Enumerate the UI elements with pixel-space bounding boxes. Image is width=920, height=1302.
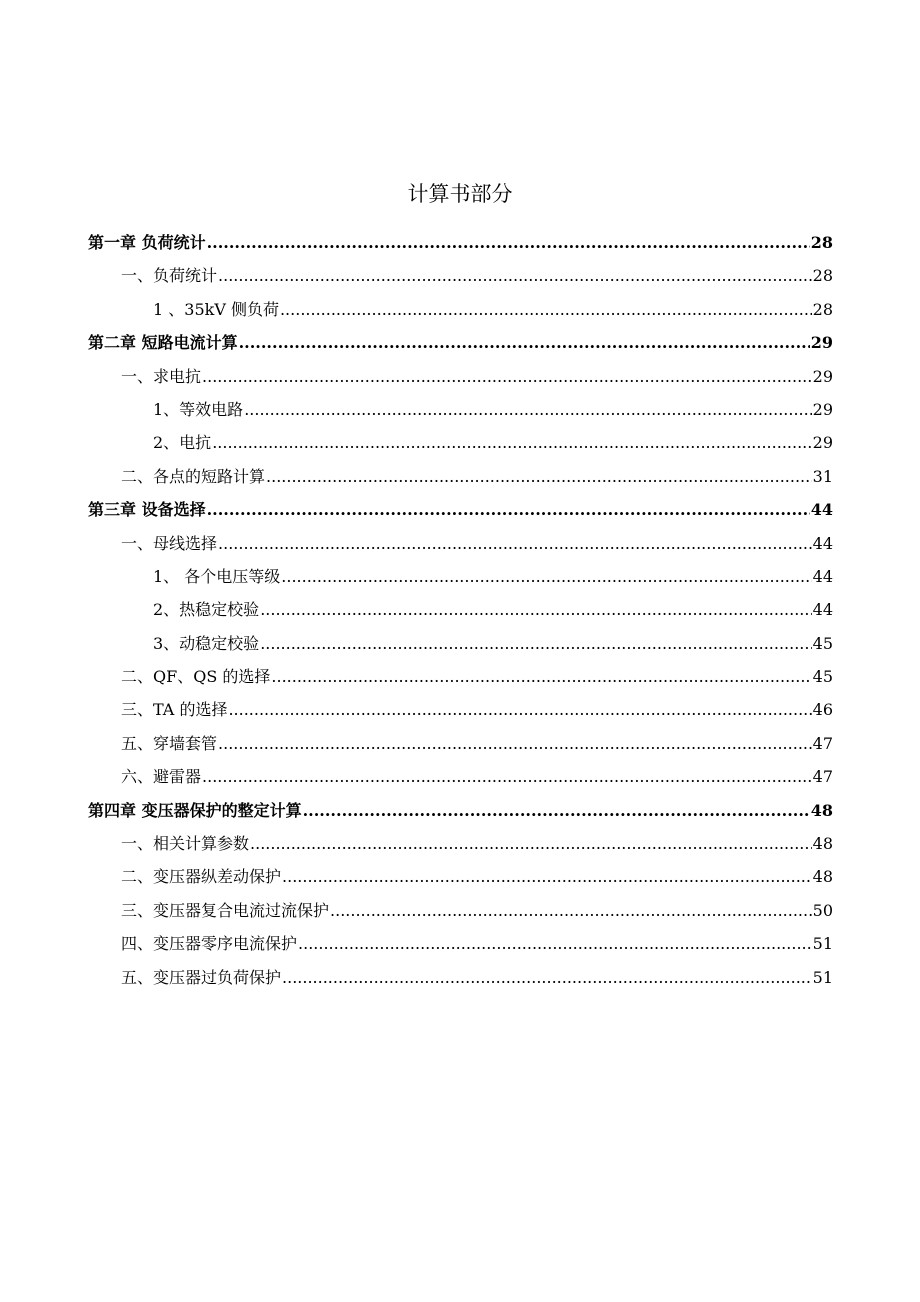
toc-dot-leader xyxy=(207,226,810,259)
toc-page-number: 28 xyxy=(810,233,833,252)
toc-entry-label: 一、相关计算参数 xyxy=(121,834,250,854)
toc-entry-label: 四、变压器零序电流保护 xyxy=(121,934,298,954)
toc-page-number: 50 xyxy=(812,900,833,920)
toc-page-number: 46 xyxy=(812,700,833,720)
toc-page-number: 47 xyxy=(812,767,833,787)
toc-page-number: 28 xyxy=(812,266,833,286)
toc-entry-label: 一、母线选择 xyxy=(121,533,218,553)
toc-section-entry[interactable] xyxy=(121,527,833,560)
toc-page-number: 28 xyxy=(812,299,833,319)
toc-page-number: 44 xyxy=(812,566,833,586)
toc-chapter-entry[interactable] xyxy=(88,226,833,259)
toc-dot-leader xyxy=(218,727,812,760)
toc-dot-leader xyxy=(260,593,811,626)
toc-page-number: 51 xyxy=(812,967,833,987)
toc-entry-label: 三、变压器复合电流过流保护 xyxy=(121,900,330,920)
toc-subsection-entry[interactable] xyxy=(153,293,833,326)
toc-page-number: 44 xyxy=(810,500,833,520)
toc-chapter-entry[interactable] xyxy=(88,493,833,526)
toc-entry-label: 六、避雷器 xyxy=(121,767,202,787)
toc-section-entry[interactable] xyxy=(121,259,833,292)
toc-dot-leader xyxy=(282,860,812,893)
toc-entry-label: 第一章 负荷统计 xyxy=(88,233,206,252)
toc-dot-leader xyxy=(282,961,812,994)
toc-dot-leader xyxy=(202,360,812,393)
toc-entry-label: 第三章 设备选择 xyxy=(88,500,206,520)
toc-page-number: 29 xyxy=(812,366,833,386)
toc-subsection-entry[interactable] xyxy=(153,393,833,426)
toc-dot-leader xyxy=(228,693,811,726)
toc-section-entry[interactable] xyxy=(121,860,833,893)
toc-dot-leader xyxy=(244,393,811,426)
toc-page-number: 29 xyxy=(810,333,833,353)
toc-section-entry[interactable] xyxy=(121,727,833,760)
toc-section-entry[interactable] xyxy=(121,894,833,927)
toc-entry-label: 五、变压器过负荷保护 xyxy=(121,967,282,987)
toc-page-number: 47 xyxy=(812,733,833,753)
toc-entry-label: 2、电抗 xyxy=(153,433,212,453)
toc-section-entry[interactable] xyxy=(121,760,833,793)
toc-entry-label: 1、等效电路 xyxy=(153,399,244,419)
toc-entry-label: 二、各点的短路计算 xyxy=(121,466,266,486)
toc-dot-leader xyxy=(271,660,811,693)
toc-dot-leader xyxy=(207,493,810,526)
toc-page-number: 29 xyxy=(812,433,833,453)
toc-dot-leader xyxy=(218,259,812,292)
toc-section-entry[interactable] xyxy=(121,360,833,393)
toc-dot-leader xyxy=(330,894,812,927)
toc-dot-leader xyxy=(212,426,811,459)
toc-entry-label: 2、热稳定校验 xyxy=(153,600,260,620)
toc-page-number: 48 xyxy=(812,867,833,887)
toc-dot-leader xyxy=(266,460,812,493)
toc-entry-label: 第二章 短路电流计算 xyxy=(88,333,238,353)
toc-dot-leader xyxy=(303,794,810,827)
toc-section-entry[interactable] xyxy=(121,460,833,493)
toc-entry-label: 三、TA 的选择 xyxy=(121,700,228,720)
toc-chapter-entry[interactable] xyxy=(88,326,833,359)
toc-dot-leader xyxy=(218,527,812,560)
toc-page-number: 51 xyxy=(812,934,833,954)
toc-subsection-entry[interactable] xyxy=(153,560,833,593)
toc-section-entry[interactable] xyxy=(121,827,833,860)
toc-dot-leader xyxy=(202,760,812,793)
toc-entry-label: 一、求电抗 xyxy=(121,366,202,386)
toc-entry-label: 二、变压器纵差动保护 xyxy=(121,867,282,887)
toc-subsection-entry[interactable] xyxy=(153,426,833,459)
toc-dot-leader xyxy=(280,293,812,326)
toc-section-entry[interactable] xyxy=(121,693,833,726)
toc-dot-leader xyxy=(260,627,811,660)
toc-entry-label: 一、负荷统计 xyxy=(121,266,218,286)
toc-page-number: 44 xyxy=(812,600,833,620)
toc-page-number: 48 xyxy=(810,800,833,820)
toc-subsection-entry[interactable] xyxy=(153,627,833,660)
toc-page-number: 31 xyxy=(812,466,833,486)
toc-page-number: 45 xyxy=(812,633,833,653)
toc-entry-label: 1 、35kV 侧负荷 xyxy=(153,299,279,319)
toc-dot-leader xyxy=(281,560,811,593)
toc-entry-label: 第四章 变压器保护的整定计算 xyxy=(88,800,302,820)
toc-page-number: 45 xyxy=(812,667,833,687)
toc-chapter-entry[interactable] xyxy=(88,794,833,827)
toc-dot-leader xyxy=(250,827,812,860)
toc-section-entry[interactable] xyxy=(121,961,833,994)
toc-dot-leader xyxy=(298,927,812,960)
toc-entry-label: 二、QF、QS 的选择 xyxy=(121,667,271,687)
table-of-contents xyxy=(0,226,920,994)
toc-dot-leader xyxy=(239,326,810,359)
toc-entry-label: 1、 各个电压等级 xyxy=(153,566,281,586)
toc-page-number: 44 xyxy=(812,533,833,553)
toc-section-entry[interactable] xyxy=(121,660,833,693)
toc-section-entry[interactable] xyxy=(121,927,833,960)
toc-page-number: 29 xyxy=(812,399,833,419)
toc-page-number: 48 xyxy=(812,834,833,854)
toc-entry-label: 五、穿墙套管 xyxy=(121,733,218,753)
toc-entry-label: 3、动稳定校验 xyxy=(153,633,260,653)
toc-subsection-entry[interactable] xyxy=(153,593,833,626)
document-title: 计算书部分 xyxy=(407,182,513,206)
